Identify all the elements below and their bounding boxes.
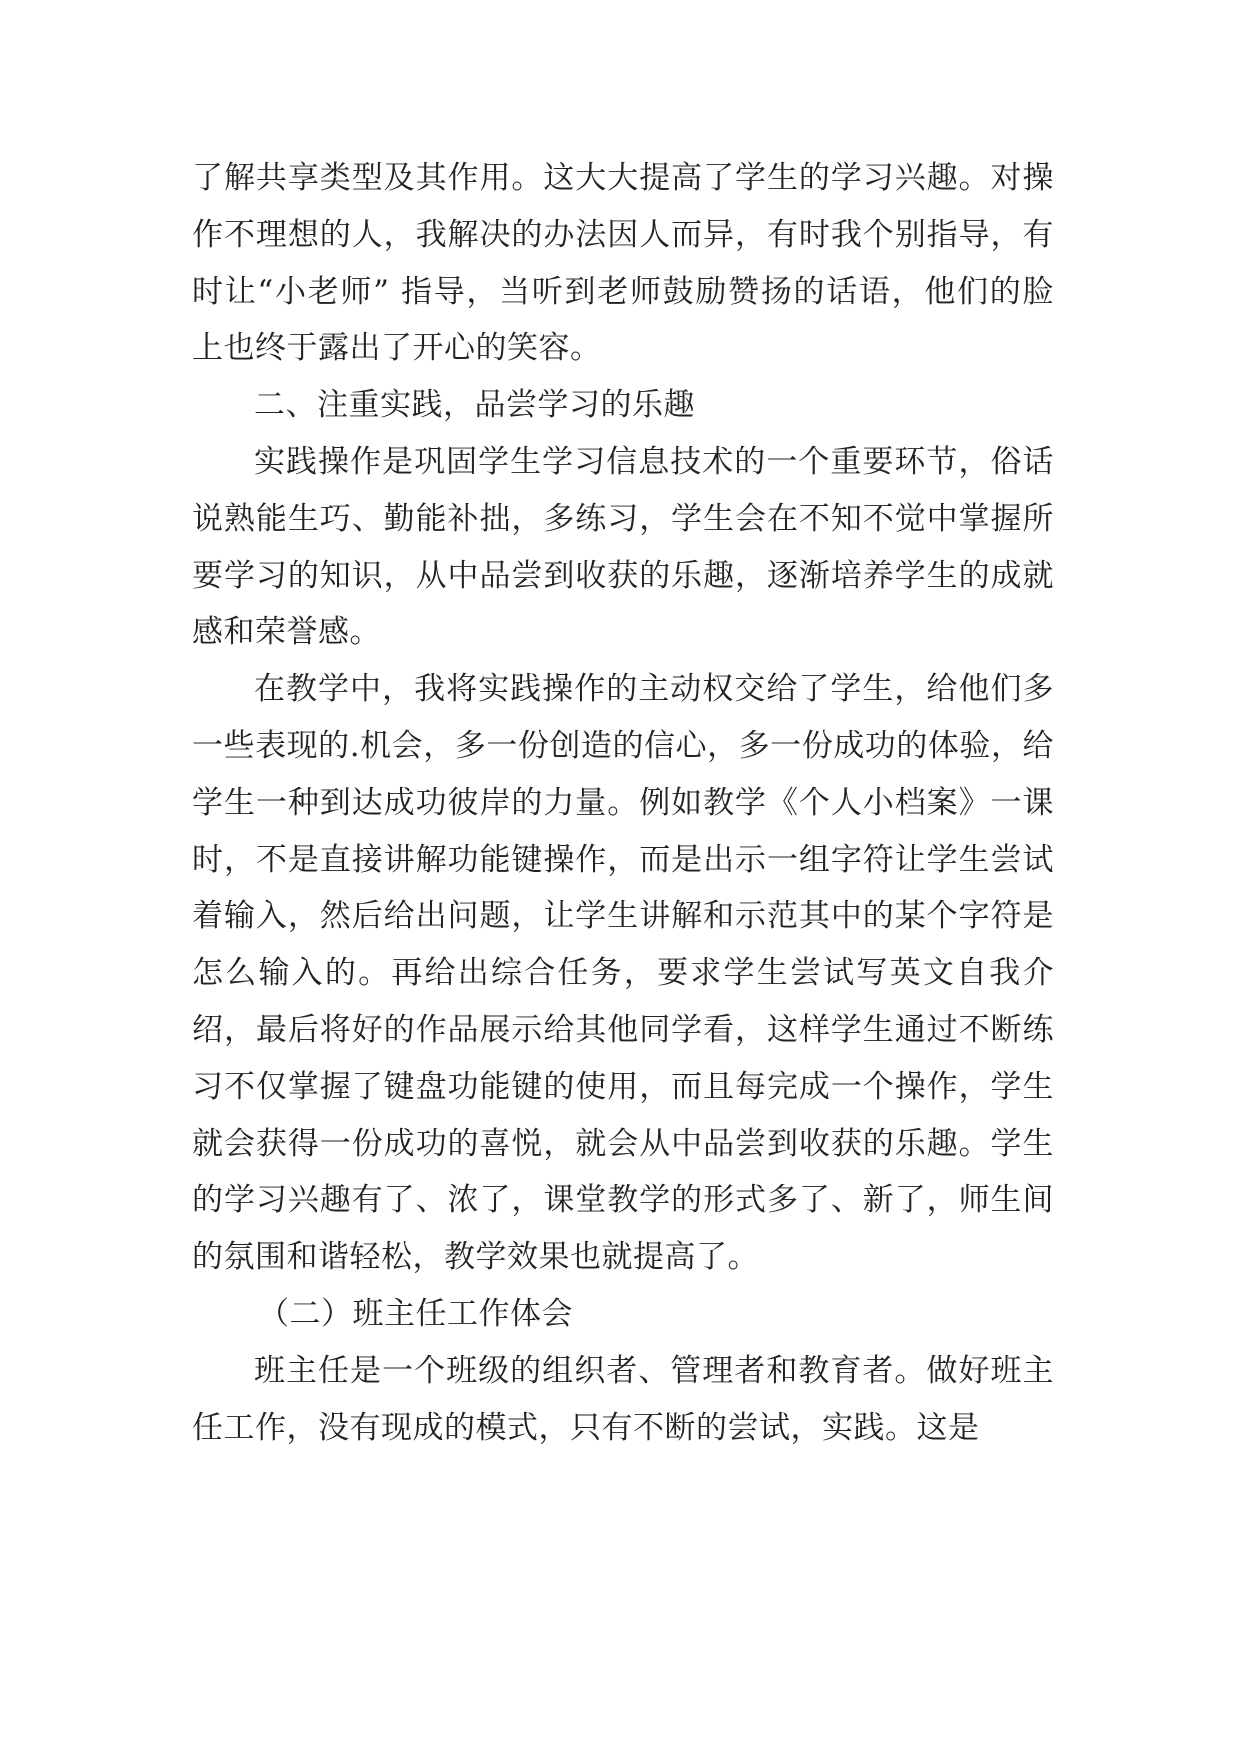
section-heading-practice: 二、注重实践，品尝学习的乐趣 bbox=[254, 387, 695, 424]
body-paragraph-3: 在教学中，我将实践操作的主动权交给了学生，给他们多一些表现的.机会，多一份创造的信心，多一份成功的体验，给学生一种到达成功彼岸的力量。例如教学《个人小档案》一课时，不是直接讲解功能键操作，而是出示一组字符让学生尝试着输入，然后给出问题，让学生讲解和示范其中的某个字符是怎么输入的。再给出综合任务，要求学生尝试写英文自我介绍，最后将好的作品展示给其他同学看，这样学生通过不断练习不仅掌握了键盘功能键的使用，而且每完成一个操作，学生就会获得一份成功的喜悦，就会从中品尝到收获的乐趣。学生的学习兴趣有了、浓了，课堂教学的形式多了、新了，师生间的氛围和谐轻松，教学效果也就提高了。 bbox=[192, 671, 1054, 1276]
document-page bbox=[192, 150, 1054, 1456]
body-paragraph-4: 班主任是一个班级的组织者、管理者和教育者。做好班主任工作，没有现成的模式，只有不断的尝试，实践。这是 bbox=[192, 1352, 1054, 1446]
body-paragraph-1: 了解共享类型及其作用。这大大提高了学生的学习兴趣。对操作不理想的人，我解决的办法因人而异，有时我个别指导，有时让“小老师” 指导，当听到老师鼓励赞扬的话语，他们的脸上也终于露出了开心的笑容。 bbox=[192, 160, 1054, 367]
body-paragraph-2: 实践操作是巩固学生学习信息技术的一个重要环节，俗话说熟能生巧、勤能补拙，多练习，学生会在不知不觉中掌握所要学习的知识，从中品尝到收获的乐趣，逐渐培养学生的成就感和荣誉感。 bbox=[192, 443, 1054, 651]
section-heading-class-teacher: （二）班主任工作体会 bbox=[258, 1295, 573, 1332]
